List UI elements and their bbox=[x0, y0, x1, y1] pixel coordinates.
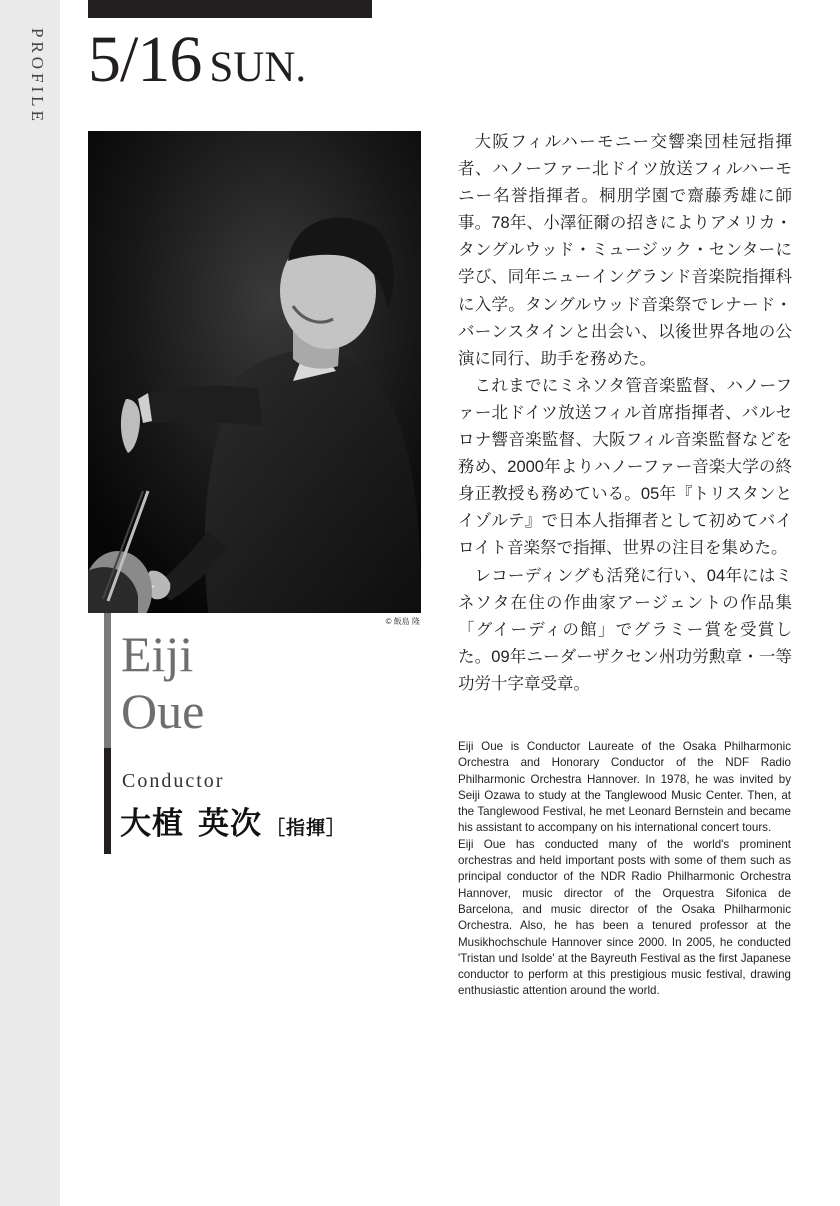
photo-credit: © 飯島 隆 bbox=[385, 617, 420, 626]
event-date-day: 5/16 bbox=[88, 23, 202, 96]
event-weekday: SUN. bbox=[209, 44, 307, 91]
side-strip bbox=[0, 0, 60, 1206]
artist-role-english: Conductor bbox=[122, 770, 225, 792]
bio-jp-paragraph: 大阪フィルハーモニー交響楽団桂冠指揮者、ハノーファー北ドイツ放送フィルハーモニー名誉指揮者。桐朋学園で齋藤秀雄に師事。78年、小澤征爾の招きによりアメリカ・タングルウッド・ミュージック・センターに学び、同年ニューイングランド音楽院指揮科に入学。タングルウッド音楽祭でレナード・バーンスタインと出会い、以後世界各地の公演に同行、助手を務めた。 bbox=[458, 133, 792, 368]
biography-japanese bbox=[458, 129, 792, 698]
bio-en-paragraph: Eiji Oue is Conductor Laureate of the Osaka Philharmonic Orchestra and Honorary Conductor of the NDF Radio Philharmonic Orchestra Hannover. In 1978, he was invited by Seiji Ozawa to study at the Tanglewood Music Center. Then, at the Tanglewood Festival, he met Leonard Bernstein and became his assistant to accompany on his international concert tours. bbox=[458, 740, 791, 835]
artist-first-name: Eiji bbox=[121, 626, 194, 682]
bio-jp-paragraph: レコーディングも活発に行い、04年にはミネソタ在住の作曲家アージェントの作品集「グイーディの館」でグラミー賞を受賞した。09年ニーダーザクセン州功労勲章・一等功労十字章受章。 bbox=[458, 566, 792, 693]
conductor-photo-illustration bbox=[88, 131, 421, 613]
artist-last-name: Oue bbox=[121, 683, 205, 739]
bio-en-paragraph: Eiji Oue has conducted many of the world's prominent orchestras and held important posts with some of them such as principal conductor of the NDR Radio Philharmonic Orchestra Hannover, music director of the Orquestra Sifonica de Barcelona, and music director of the Osaka Philharmonic Orchestra. Also, he has been a tenured professor at the Musikhochschule Hannover since 2000. In 2005, he conducted 'Tristan und Isolde' at the Bayreuth Festival as the first Japanese conductor to perform at this prestigious music festival, drawing enthusiastic attention around the world. bbox=[458, 837, 791, 998]
artist-name-english bbox=[121, 626, 204, 740]
biography-english bbox=[458, 739, 791, 1000]
bio-jp-paragraph: これまでにミネソタ管音楽監督、ハノーファー北ドイツ放送フィル首席指揮者、バルセロナ響音楽監督、大阪フィル音楽監督などを務め、2000年よりハノーファー音楽大学の終身正教授も務めている。05年『トリスタンとイゾルテ』で日本人指揮者として初めてバイロイト音楽祭で指揮、世界の注目を集めた。 bbox=[458, 376, 792, 558]
artist-given-name-jp: 英次 bbox=[198, 806, 262, 841]
artist-name-japanese bbox=[120, 798, 346, 843]
section-label: PROFILE bbox=[28, 28, 47, 125]
artist-family-name-jp: 大植 bbox=[120, 806, 184, 841]
name-accent-bar-grey bbox=[104, 613, 111, 748]
conductor-photo bbox=[88, 131, 421, 613]
artist-role-japanese: ［指揮］ bbox=[266, 818, 347, 839]
event-date bbox=[88, 22, 306, 98]
header-bar bbox=[88, 0, 372, 18]
name-accent-bar-black bbox=[104, 748, 111, 854]
